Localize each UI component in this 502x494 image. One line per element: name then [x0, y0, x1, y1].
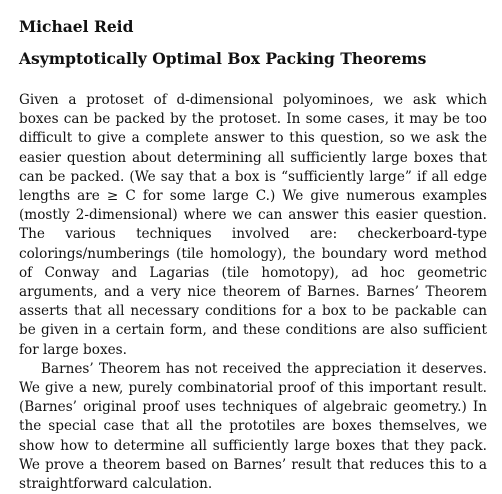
abstract-paragraph-1: Given a protoset of d-dimensional polyominoes, we ask which boxes can be packed by the protoset. In some cases, it may be too difficult to give a complete answer to this question, so we ask the easier question about determining all sufficiently large boxes that can be packed. (We say that a box is “sufficiently large” if all edge lengths are ≥ C for some large C.) We give numerous examples (mostly 2-dimensional) where we can answer this easier question. The various techniques involved are: checkerboard-type colorings/numberings (tile homology), the boundary word method of Conway and Lagarias (tile homotopy), ad hoc geometric arguments, and a very nice theorem of Barnes. Barnes’ Theorem asserts that all necessary conditions for a box to be packable can be given in a certain form, and these conditions are also sufficient for large boxes. [19, 92, 487, 358]
paper-title: Asymptotically Optimal Box Packing Theorems [19, 49, 427, 68]
abstract-paragraph-2: Barnes’ Theorem has not received the appreciation it deserves. We give a new, purely combinatorial proof of this important result. (Barnes’ original proof uses techniques of algebraic geometry.) In the special case that all the prototiles are boxes themselves, we show how to determine all sufficiently large boxes that they pack. We prove a theorem based on Barnes’ result that reduces this to a straightforward calculation. [19, 360, 487, 493]
author-name: Michael Reid [19, 17, 134, 36]
abstract [19, 91, 487, 494]
paper-page [19, 17, 487, 494]
